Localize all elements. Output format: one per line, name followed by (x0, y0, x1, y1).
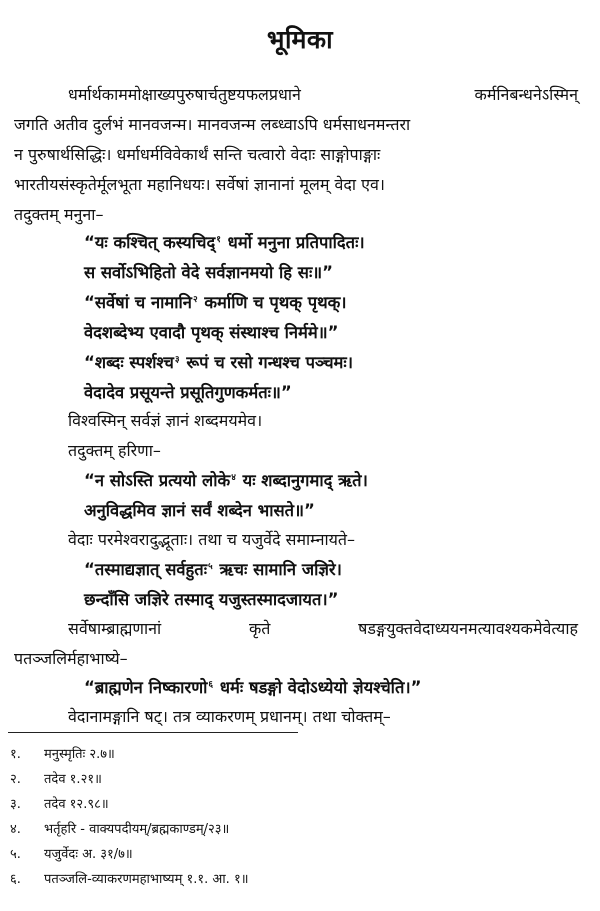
footnote-ref-1: १ (216, 235, 221, 245)
footnote-1: १. मनुस्मृतिः २.७॥ (10, 747, 115, 762)
mid-line3: वेदाः परमेश्वरादुद्भूताः। तथा च यजुर्वेदे समाम्नायते– (68, 530, 355, 549)
para1-line1-right: कर्मनिबन्धनेऽस्मिन् (474, 85, 578, 104)
footnote-3: ३. तदेव १२.९८॥ (10, 797, 109, 812)
footnote-ref-5: ५ (208, 562, 213, 572)
para1-line1 (68, 84, 578, 106)
verse2-line2: अनुविद्धमिव ज्ञानं सर्वं शब्देन भासते॥” (84, 501, 315, 520)
footnote-ref-6: ६ (208, 680, 214, 690)
para1-line3: न पुरुषार्थसिद्धिः। धर्माधर्मविवेकार्थं सन्ति चत्वारो वेदाः साङ्गोपाङ्गाः (14, 145, 381, 164)
verse3-line2: छन्दाँसि जज्ञिरे तस्माद् यजुस्तस्मादजायत।” (84, 590, 339, 609)
para1-line5: तदुक्तम् मनुना– (14, 205, 104, 224)
verse2-line1: “न सोऽस्ति प्रत्ययो लोके$^४$ यः शब्दानुगमाद् ऋते। (84, 471, 368, 490)
footnote-2: २. तदेव १.२१॥ (10, 772, 102, 787)
footnote-4: ४. भर्तृहरि - वाक्यपदीयम्/ब्रह्मकाण्डम्/२३॥ (10, 822, 230, 837)
verse1-line6: वेदादेव प्रसूयन्ते प्रसूतिगुणकर्मतः॥” (84, 383, 292, 402)
mid-line2: तदुक्तम् हरिणा– (68, 441, 161, 460)
last-line: वेदानामङ्गानि षट्। तत्र व्याकरणम् प्रधानम्। तथा चोक्तम्– (68, 707, 391, 726)
footnote-6: ६. पतञ्जलि-व्याकरणमहाभाष्यम् १.१. आ. १॥ (10, 872, 249, 887)
verse1-line5: “शब्दः स्पर्शश्च$^३$ रूपं च रसो गन्धश्च पञ्चमः। (84, 353, 353, 372)
mid-line1: विश्वस्मिन् सर्वज्ञं ज्ञानं शब्दमयमेव। (68, 411, 263, 430)
para2-line2: पतञ्जलिर्महाभाष्ये– (14, 649, 128, 668)
footnote-divider (8, 732, 298, 733)
para1-line2: जगति अतीव दुर्लभं मानवजन्म। मानवजन्म लब्ध्वाऽपि धर्मसाधनमन्तरा (14, 115, 411, 134)
para1-line4: भारतीयसंस्कृतेर्मूलभूता महानिधयः। सर्वेषां ज्ञानानां मूलम् वेदा एव। (14, 175, 385, 194)
footnote-ref-4: ४ (231, 473, 236, 483)
verse1-line1: “यः कश्चित् कस्यचिद्$^१$ धर्मो मनुना प्रतिपादितः। (84, 233, 365, 252)
page-title: भूमिका (266, 25, 334, 54)
footnote-ref-2: २ (192, 295, 198, 305)
para2-line1: सर्वेषाम्ब्राह्मणानां कृते षडङ्गयुक्तवेदाध्ययनमत्यावश्यकमेवेत्याह (68, 619, 578, 638)
verse1-line2: स सर्वोऽभिहितो वेदे सर्वज्ञानमयो हि सः॥” (84, 263, 334, 282)
footnote-ref-3: ३ (174, 355, 180, 365)
para1-line1-left: धर्मार्थकाममोक्षाख्यपुरुषार्चतुष्टयफलप्रधाने (68, 85, 301, 104)
verse1-line3: “सर्वेषां च नामानि$^२$ कर्माणि च पृथक् पृथक्। (84, 293, 347, 312)
footnote-5: ५. यजुर्वेदः अ. ३१/७॥ (10, 847, 133, 862)
verse4-line1: “ब्राह्मणेन निष्कारणो$^६$ धर्मः षडङ्गो वेदोऽध्येयो ज्ञेयश्चेति।” (84, 678, 422, 697)
verse3-line1: “तस्माद्यज्ञात् सर्वहुतः$^५$ ऋचः सामानि जज्ञिरे। (84, 560, 342, 579)
verse1-line4: वेदशब्देभ्य एवादौ पृथक् संस्थाश्च निर्ममे॥” (84, 323, 339, 342)
